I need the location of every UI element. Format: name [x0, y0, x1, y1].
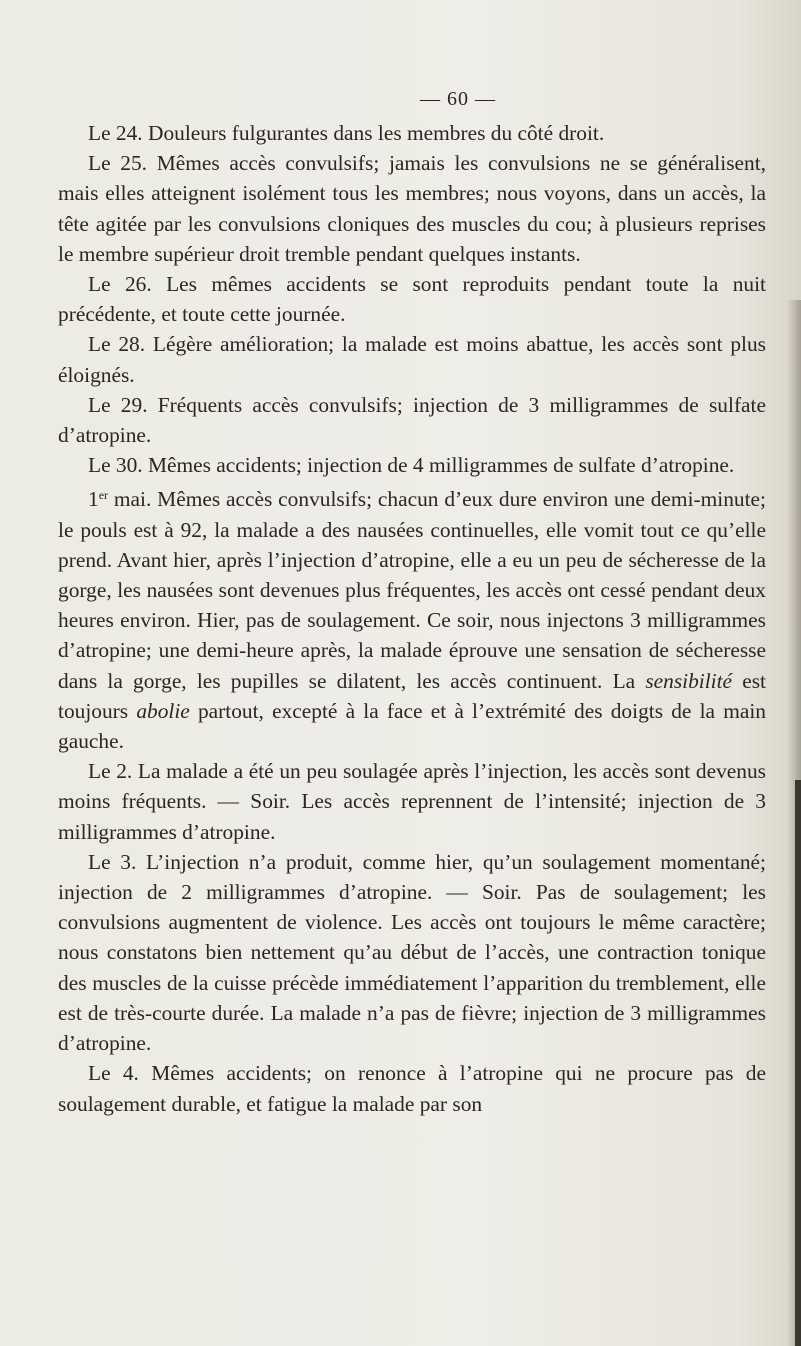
- paragraph-29: Le 29. Fréquents accès convulsifs; injection de 3 milligrammes de sulfate d’atropine.: [58, 392, 766, 448]
- body-text: [58, 118, 766, 1119]
- paragraph-4: Le 4. Mêmes accidents; on renonce à l’atropine qui ne procure pas de soulagement durable, et fatigue la malade par son: [58, 1061, 766, 1116]
- paragraph-30: Le 30. Mêmes accidents; injection de 4 milligrammes de sulfate d’atropine.: [88, 453, 735, 478]
- paragraph-26: Le 26. Les mêmes accidents se sont reproduits pendant toute la nuit précédente, et toute cette journée.: [58, 272, 766, 327]
- text-segment: partout, excepté à la face et à l’extrémité des doigts de la main gauche.: [58, 698, 766, 754]
- day-superscript: er: [98, 488, 109, 503]
- text-segment: mai. Mêmes accès convulsifs; chacun d’eux dure environ une demi-minute; le pouls est à 92, la malade a des nausées continuelles, elle vomit tout ce qu’elle prend. Avant hier, après l’injection d’atropine, elle a eu un peu de sécheresse de la gorge, les nausées sont devenues plus fréquentes, les accès ont cessé pendant deux heures environ. Hier, pas de soulagement. Ce soir, nous injectons 3 milligrammes d’atropine; une demi-heure après, la malade éprouve une sensation de sécheresse dans la gorge, les pupilles se dilatent, les accès continuent. La: [58, 487, 766, 693]
- paragraph-25: Le 25. Mêmes accès convulsifs; jamais les convulsions ne se généralisent, mais elles atteignent isolément tous les membres; nous voyons, dans un accès, la tête agitée par les convulsions cloniques des muscles du cou; à plusieurs reprises le membre supérieur droit tremble pendant quelques instants.: [58, 151, 766, 266]
- paragraph-24: Le 24. Douleurs fulgurantes dans les membres du côté droit.: [88, 121, 605, 145]
- paragraph-2: Le 2. La malade a été un peu soulagée après l’injection, les accès sont devenus moins fréquents. — Soir. Les accès reprennent de l’intensité; injection de 3 milligrammes d’atropine.: [58, 759, 766, 844]
- paragraph-28: Le 28. Légère amélioration; la malade est moins abattue, les accès sont plus éloignés.: [58, 332, 766, 387]
- italic-term: sensibilité: [645, 668, 733, 693]
- page-edge-dark: [795, 780, 801, 1346]
- text-segment: est toujours: [58, 668, 766, 723]
- day-number: 1: [88, 487, 99, 512]
- italic-term: abolie: [136, 698, 190, 723]
- paragraph-3: Le 3. L’injection n’a produit, comme hier, qu’un soulagement momentané; injection de 2 milligrammes d’atropine. — Soir. Pas de soulagement; les convulsions augmentent de violence. Les accès ont toujours le même caractère; nous constatons bien nettement qu’au début de l’accès, une contraction tonique des muscles de la cuisse précède immédiatement l’apparition du tremblement, elle est de très-courte durée. La malade n’a pas de fièvre; injection de 3 milligrammes d’atropine.: [58, 849, 766, 1056]
- page-number: — 60 —: [420, 88, 496, 110]
- paragraph-1-mai: [58, 480, 766, 756]
